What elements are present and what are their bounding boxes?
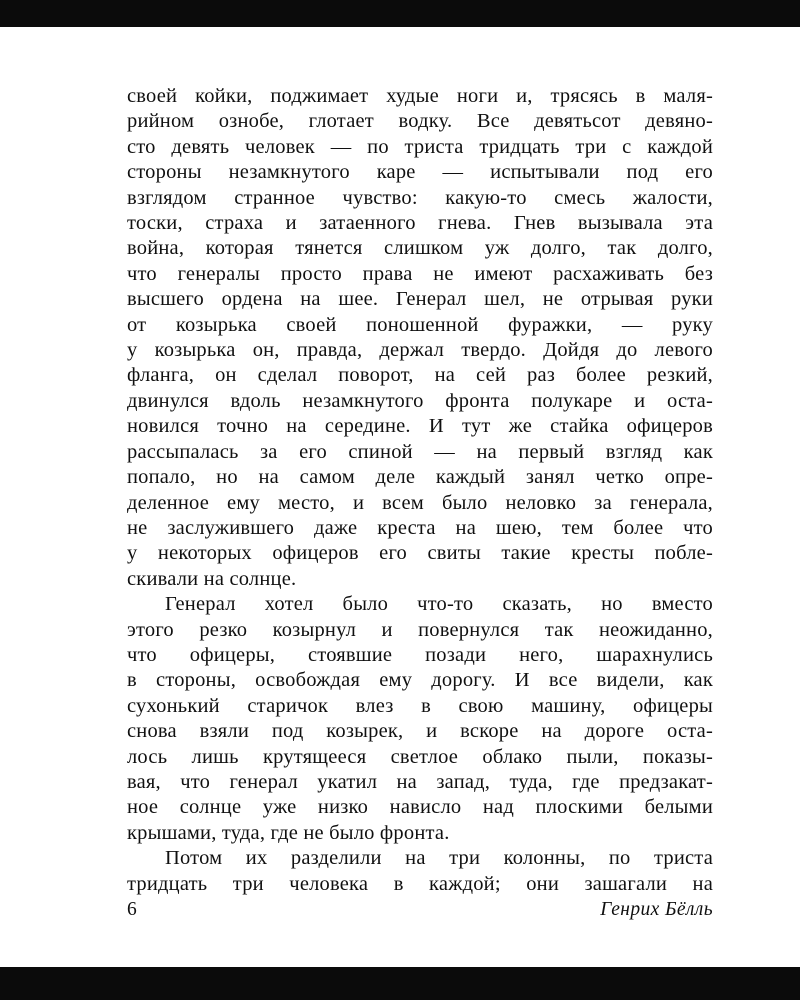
text-line: снова взяли под козырек, и вскоре на дороге оста- xyxy=(127,720,713,743)
text-line: новился точно на середине. И тут же стайка офицеров xyxy=(127,415,713,438)
page-footer xyxy=(127,899,713,921)
text-line: что генералы просто права не имеют расхаживать без xyxy=(127,262,713,285)
text-line: лось лишь крутящееся светлое облако пыли, показы- xyxy=(127,745,713,768)
text-line: вая, что генерал укатил на запад, туда, где предзакат- xyxy=(127,770,713,793)
text-line: в стороны, освобождая ему дорогу. И все видели, как xyxy=(127,669,713,692)
text-line: Генерал хотел было что-то сказать, но вместо xyxy=(165,593,713,616)
text-line: от козырька своей поношенной фуражки, — руку xyxy=(127,313,713,336)
text-line: сухонький старичок влез в свою машину, офицеры xyxy=(127,694,713,717)
text-line: стороны незамкнутого каре — испытывали под его xyxy=(127,161,713,184)
text-line: высшего ордена на шее. Генерал шел, не отрывая руки xyxy=(127,288,713,311)
text-line: у козырька он, правда, держал твердо. Дойдя до левого xyxy=(127,339,713,362)
text-line: фланга, он сделал поворот, на сей раз более резкий, xyxy=(127,364,713,387)
text-line: рийном ознобе, глотает водку. Все девятьсот девяно- xyxy=(127,110,713,133)
text-line: взглядом странное чувство: какую-то смесь жалости, xyxy=(127,186,713,209)
text-line: война, которая тянется слишком уж долго, так долго, xyxy=(127,237,713,260)
scan-bottom-border xyxy=(0,967,800,1000)
text-line: этого резко козырнул и повернулся так неожиданно, xyxy=(127,618,713,641)
text-line: тоски, страха и затаенного гнева. Гнев вызывала эта xyxy=(127,212,713,235)
text-line: крышами, туда, где не было фронта. xyxy=(127,821,450,844)
text-line: попало, но на самом деле каждый занял четко опре- xyxy=(127,466,713,489)
text-line: тридцать три человека в каждой; они зашагали на xyxy=(127,872,713,895)
body-text xyxy=(127,84,713,897)
text-line: не заслужившего даже креста на шею, тем более что xyxy=(127,516,713,539)
text-line: скивали на солнце. xyxy=(127,567,297,590)
text-line: сто девять человек — по триста тридцать три с каждой xyxy=(127,135,713,158)
text-line: что офицеры, стоявшие позади него, шарахнулись xyxy=(127,643,713,666)
text-line: двинулся вдоль незамкнутого фронта полукаре и оста- xyxy=(127,389,713,412)
text-line: у некоторых офицеров его свиты такие кресты побле- xyxy=(127,542,713,565)
text-line: деленное ему место, и всем было неловко за генерала, xyxy=(127,491,713,514)
scan-top-border xyxy=(0,0,800,27)
page-number: 6 xyxy=(127,899,138,920)
text-line: рассыпалась за его спиной — на первый взгляд как xyxy=(127,440,713,463)
text-line: Потом их разделили на три колонны, по триста xyxy=(165,847,713,870)
text-line: ное солнце уже низко нависло над плоскими белыми xyxy=(127,796,713,819)
text-line: своей койки, поджимает худые ноги и, трясясь в маля- xyxy=(127,85,713,107)
author-name: Генрих Бёлль xyxy=(600,899,713,920)
